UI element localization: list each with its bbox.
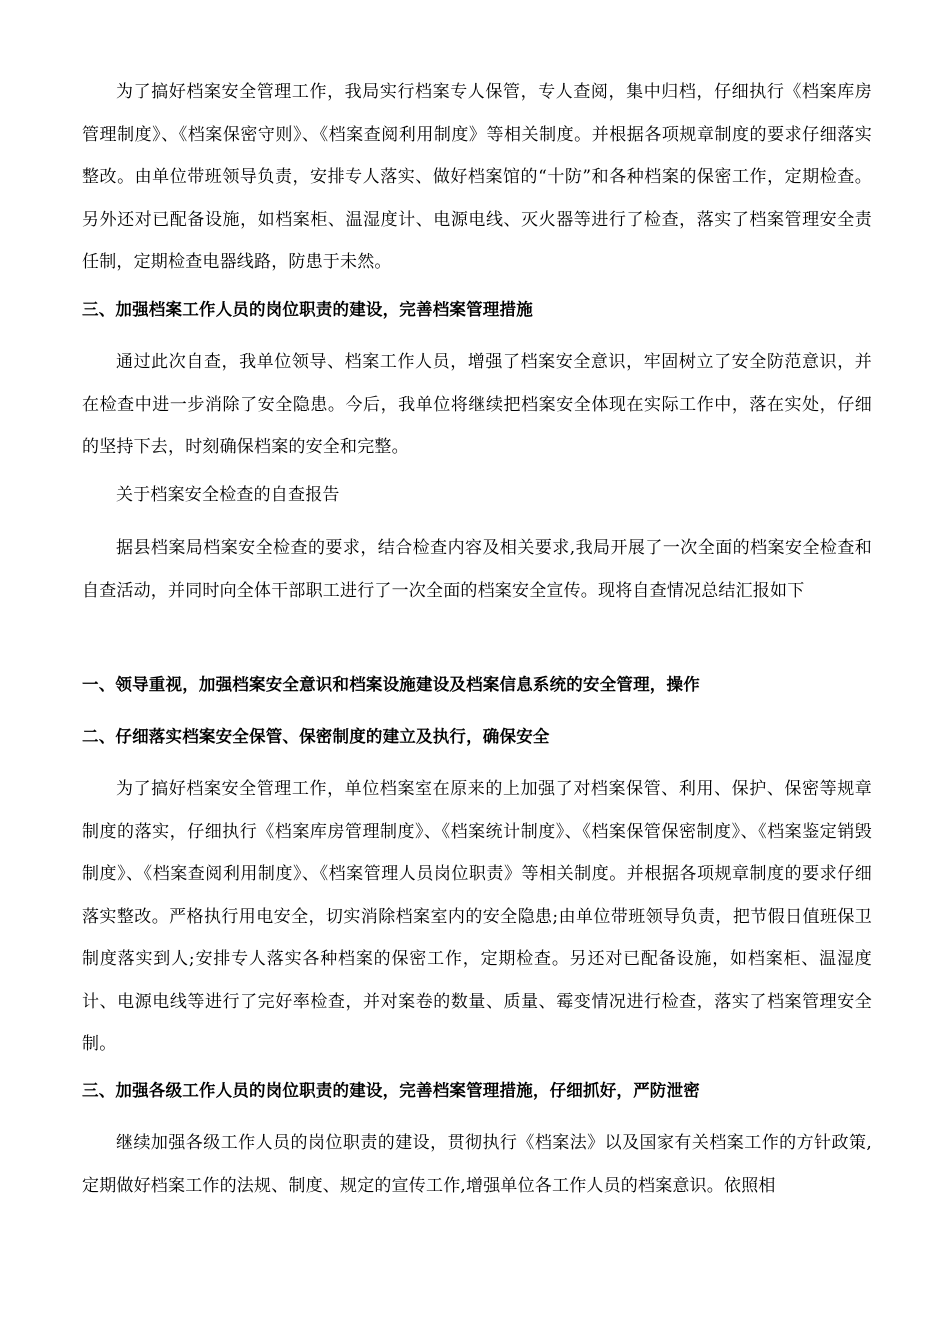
section-heading: 三、加强各级工作人员的岗位职责的建设，完善档案管理措施，仔细抓好，严防泄密: [82, 1081, 700, 1100]
body-paragraph: 继续加强各级工作人员的岗位职责的建设，贯彻执行《档案法》以及国家有关档案工作的方针政策,定期做好档案工作的法规、制度、规定的宣传工作,增强单位各工作人员的档案意识。依照相: [82, 1133, 872, 1196]
section-heading: 一、领导重视，加强档案安全意识和档案设施建设及档案信息系统的安全管理，操作: [82, 675, 700, 694]
section-heading: 三、加强档案工作人员的岗位职责的建设，完善档案管理措施: [82, 300, 533, 319]
body-paragraph: 为了搞好档案安全管理工作，我局实行档案专人保管，专人查阅，集中归档，仔细执行《档案库房管理制度》、《档案保密守则》、《档案查阅利用制度》等相关制度。并根据各项规章制度的要求仔细落实整改。由单位带班领导负责，安排专人落实、做好档案馆的“十防”和各种档案的保密工作，定期检查。另外还对已配备设施，如档案柜、温湿度计、电源电线、灭火器等进行了检查，落实了档案管理安全责任制，定期检查电器线路，防患于未然。: [82, 82, 872, 272]
body-paragraph: 为了搞好档案安全管理工作，单位档案室在原来的上加强了对档案保管、利用、保护、保密等规章制度的落实，仔细执行《档案库房管理制度》、《档案统计制度》、《档案保管保密制度》、《档案鉴定销毁制度》、《档案查阅利用制度》、《档案管理人员岗位职责》等相关制度。并根据各项规章制度的要求仔细落实整改。严格执行用电安全，切实消除档案室内的安全隐患;由单位带班领导负责，把节假日值班保卫制度落实到人;安排专人落实各种档案的保密工作，定期检查。另还对已配备设施，如档案柜、温湿度计、电源电线等进行了完好率检查，并对案卷的数量、质量、霉变情况进行检查，落实了档案管理安全制。: [82, 779, 872, 1054]
body-paragraph: 据县档案局档案安全检查的要求，结合检查内容及相关要求,我局开展了一次全面的档案安全检查和自查活动，并同时向全体干部职工进行了一次全面的档案安全宣传。现将自查情况总结汇报如下: [82, 538, 872, 601]
document-title: 关于档案安全检查的自查报告: [116, 485, 340, 505]
section-heading: 二、仔细落实档案安全保管、保密制度的建立及执行，确保安全: [82, 727, 550, 746]
body-paragraph: 通过此次自查，我单位领导、档案工作人员，增强了档案安全意识，牢固树立了安全防范意识，并在检查中进一步消除了安全隐患。今后，我单位将继续把档案安全体现在实际工作中，落在实处，仔细的坚持下去，时刻确保档案的安全和完整。: [82, 352, 872, 457]
